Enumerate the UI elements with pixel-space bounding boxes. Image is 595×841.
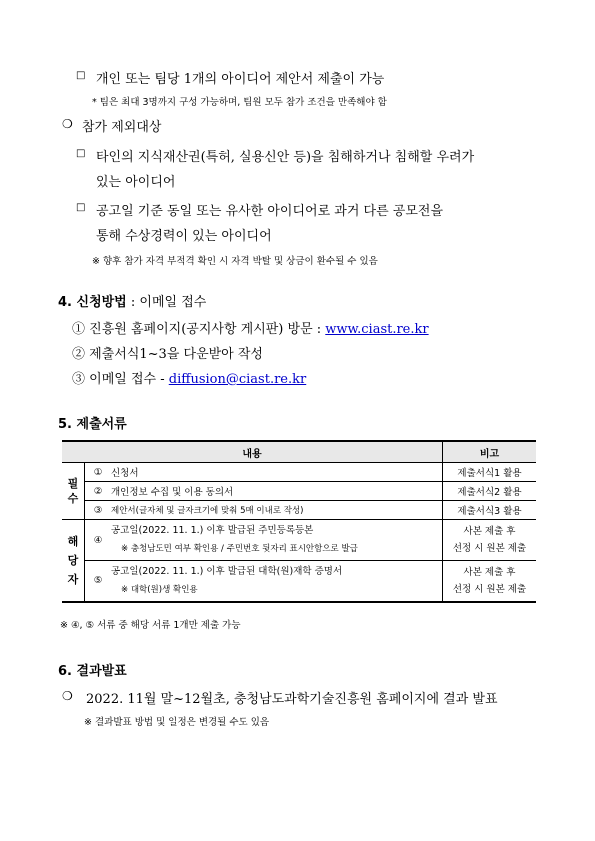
result-note: ※ 결과발표 방법 및 일정은 변경될 수도 있음 [84,717,270,728]
step-3-num: ③ [72,372,86,387]
row-remark: 제출서식3 활용 [443,501,537,520]
step-3 [72,368,306,387]
required-label-text: 필수 [67,477,79,505]
row-remark-line2: 선정 시 원본 제출 [452,583,527,595]
exclusion-2-line1: 공고일 기준 동일 또는 유사한 아이디어로 과거 다른 공모전을 [96,204,444,219]
item-individual: 개인 또는 팀당 1개의 아이디어 제안서 제출이 가능 [96,72,385,87]
row-content [107,520,443,561]
result-text: 2022. 11월 말~12월초, 충청남도과학기술진흥원 홈페이지에 결과 발표 [86,692,498,707]
row-content [107,561,443,602]
section4-heading [58,291,206,310]
homepage-link[interactable]: www.ciast.re.kr [325,322,429,337]
row-num: ① [85,463,108,482]
section4-title-suffix: : 이메일 접수 [126,295,207,310]
row-note: ※ 충청남도민 여부 확인용 / 주민번호 뒷자리 표시안함으로 발급 [121,544,358,554]
team-note: * 팀은 최대 3명까지 구성 가능하며, 팀원 모두 참가 조건을 만족해야 함 [92,97,387,108]
table-header-row [62,441,536,463]
row-remark-line1: 사본 제출 후 [463,526,516,537]
square-bullet-icon: □ [76,70,86,81]
section6-title: 6. 결과발표 [58,664,127,679]
section5-title: 5. 제출서류 [58,417,127,432]
row-num: ④ [85,520,108,561]
header-content: 내용 [62,441,443,463]
table-row [62,463,536,482]
row-remark [443,561,537,602]
row-note: ※ 대학(원)생 확인용 [121,584,198,595]
row-text: 공고일(2022. 11. 1.) 이후 발급된 주민등록등본 [111,525,314,536]
row-remark: 제출서식1 활용 [443,463,537,482]
exclusion-1-line2: 있는 아이디어 [96,175,176,190]
row-text: 신청서 [107,463,443,482]
step-1 [72,318,429,337]
row-num: ② [85,482,108,501]
table-row [62,561,536,602]
section4-title: 4. 신청방법 [58,295,127,310]
square-bullet-icon: □ [76,148,86,159]
step-1-num: ① [72,322,86,337]
table-row [62,520,536,561]
step-1-text: 진흥원 홈페이지(공지사항 게시판) 방문 : [89,322,326,337]
applicable-label-text: 해당자 [67,534,79,586]
row-text: 제안서(글자체 및 글자크기에 맞춰 5매 이내로 작성) [107,501,443,520]
table-row [62,501,536,520]
step-3-text: 이메일 접수 - [89,372,169,387]
row-text: 공고일(2022. 11. 1.) 이후 발급된 대학(원)재학 증명서 [111,565,343,577]
row-num: ③ [85,501,108,520]
exclusion-1-line1: 타인의 지식재산권(특허, 실용신안 등)을 침해하거나 침해할 우려가 [96,150,475,165]
circle-bullet-icon: ❍ [62,117,73,131]
exclusion-note: ※ 향후 참가 자격 부적격 확인 시 자격 박탈 및 상금이 환수될 수 있음 [92,256,378,267]
row-remark-line2: 선정 시 원본 제출 [452,543,527,554]
email-link[interactable]: diffusion@ciast.re.kr [168,372,307,387]
row-text: 개인정보 수집 및 이용 동의서 [107,482,443,501]
step-2-num: ② [72,347,86,362]
exclusion-heading: 참가 제외대상 [82,120,162,135]
header-remark: 비고 [443,441,537,463]
row-remark [443,520,537,561]
row-num: ⑤ [85,561,108,602]
step-2 [72,343,263,362]
row-remark: 제출서식2 활용 [443,482,537,501]
exclusion-2-line2: 통해 수상경력이 있는 아이디어 [96,229,272,244]
row-remark-line1: 사본 제출 후 [463,566,516,578]
circle-bullet-icon: ❍ [62,689,73,703]
table-row [62,482,536,501]
applicable-label [62,520,85,602]
square-bullet-icon: □ [76,202,86,213]
required-label [62,463,85,520]
table-footnote: ※ ④, ⑤ 서류 중 해당 서류 1개만 제출 가능 [60,620,241,631]
documents-table [62,440,536,603]
step-2-text: 제출서식1~3을 다운받아 작성 [89,347,263,362]
